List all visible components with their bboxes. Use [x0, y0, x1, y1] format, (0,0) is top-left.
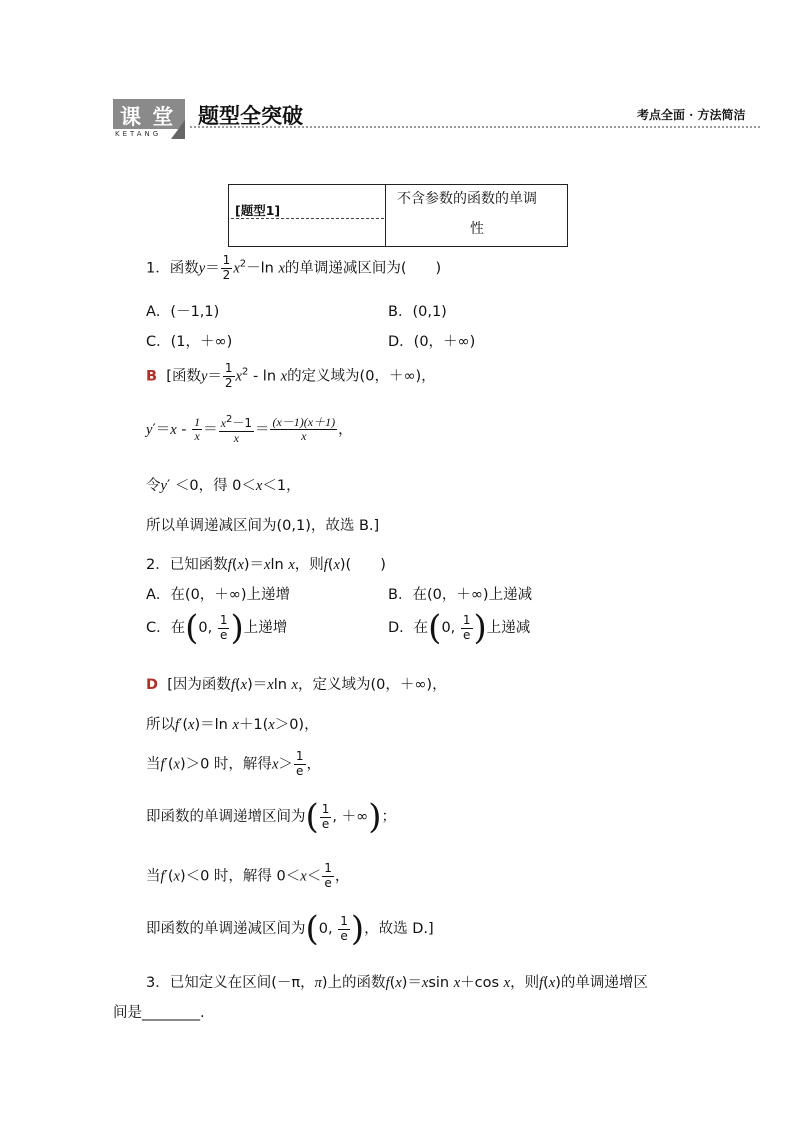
- q2-answer-line6: 即函数的单调递减区间为(0, $\frac{1}{e}$ )，故选 D.]: [146, 909, 434, 949]
- q1-answer-line1: B [函数y＝ $\frac{1}{2}$ $x^2$ - ln x的定义域为(0，＋∞)，: [146, 361, 436, 390]
- q1-stem: 1．函数y＝ $\frac{1}{2}$ $x^2-\ln$ x的单调递减区间为( ): [146, 253, 442, 282]
- q2-answer-line2: 所以f′(x)＝ln x＋1(x＞0)，: [146, 717, 319, 733]
- q2-answer-line4: 即函数的单调递增区间为( $\frac{1}{e}$ , ＋∞)；: [146, 797, 396, 837]
- q2-answer-line5: 当f′(x)＜0 时，解得 0＜x＜ $\frac{1}{e}$ ，: [146, 861, 350, 890]
- q2-option-d: D．在(0, $\frac{1}{e}$ )上递减: [388, 608, 531, 648]
- q3-stem-line1: 3．已知定义在区间(－π，π)上的函数f(x)＝xsin x＋cos x，则f(x)的单调递增区: [146, 975, 648, 991]
- topic-box: [228, 184, 568, 247]
- q2-answer-line1: D [因为函数f(x)＝xln x，定义域为(0，＋∞)，: [146, 677, 447, 693]
- topic-title-line1: 不含参数的函数的单调: [397, 191, 537, 207]
- q2-option-b: B．在(0，＋∞)上递减: [388, 587, 533, 603]
- q1-answer-line4: 所以单调递减区间为(0,1)，故选 B.]: [146, 518, 380, 534]
- q3-answer-blank: ________: [142, 1005, 200, 1021]
- q1-option-a: A．(－1,1): [146, 304, 220, 320]
- q1-derivative: y′＝x - $\frac{1}{x}$ ＝ $\frac{x^2-1}{x}$ ＝ $\frac{(x-1)(x+1)}{x}$ ，: [146, 414, 353, 445]
- q2-option-c: C．在(0, $\frac{1}{e}$ )上递增: [146, 608, 288, 648]
- q3-stem-line2: 间是________.: [113, 1005, 205, 1021]
- section-title: 题型全突破: [198, 104, 303, 128]
- q2-answer-line3: 当f′(x)＞0 时，解得x＞ $\frac{1}{e}$ ，: [146, 749, 322, 778]
- topic-title-line2: 性: [470, 221, 484, 237]
- header-badge-sub: KETANG: [115, 130, 162, 138]
- q1-option-d: D．(0，＋∞): [388, 334, 476, 350]
- header-badge: 课 堂: [120, 105, 176, 129]
- header-right-text: 考点全面 · 方法简洁: [637, 108, 746, 122]
- q2-option-a: A．在(0，＋∞)上递增: [146, 587, 291, 603]
- q1-answer-line3: 令y′ ＜0，得 0＜x＜1，: [146, 478, 301, 494]
- q2-answer-letter: D: [146, 677, 159, 693]
- q1-answer-letter: B: [146, 368, 158, 385]
- q2-stem: 2．已知函数f(x)＝xln x，则f(x)( ): [146, 557, 386, 573]
- header-badge-corner: [171, 120, 185, 139]
- topic-box-divider: [385, 185, 386, 246]
- q1-option-c: C．(1，＋∞): [146, 334, 233, 350]
- topic-label: [题型1]: [235, 203, 281, 218]
- header-divider: [190, 126, 760, 128]
- q1-option-b: B．(0,1): [388, 304, 447, 320]
